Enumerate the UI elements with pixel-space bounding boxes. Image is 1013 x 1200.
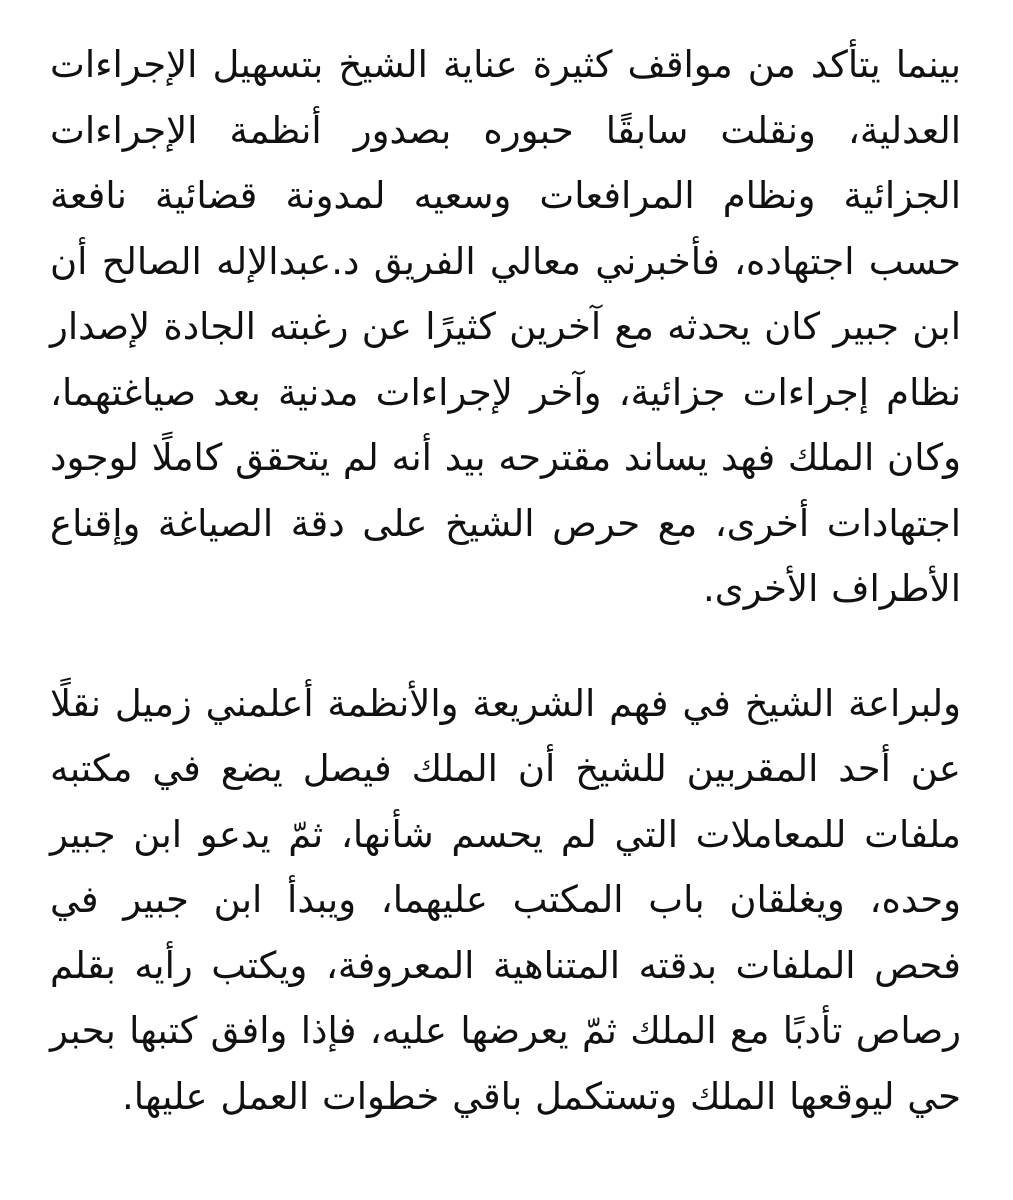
article-body [50,32,961,1129]
paragraph-1: بينما يتأكد من مواقف كثيرة عناية الشيخ بتسهيل الإجراءات العدلية، ونقلت سابقًا حبوره بصدور أنظمة الإجراءات الجزائية ونظام المرافعات وسعيه لمدونة قضائية نافعة حسب اجتهاده، فأخبرني معالي الفريق د.عبدالإله الصالح أن ابن جبير كان يحدثه مع آخرين كثيرًا عن رغبته الجادة لإصدار نظام إجراءات جزائية، وآخر لإجراءات مدنية بعد صياغتهما، وكان الملك فهد يساند مقترحه بيد أنه لم يتحقق كاملًا لوجود اجتهادات أخرى، مع حرص الشيخ على دقة الصياغة وإقناع الأطراف الأخرى. [50,43,961,610]
paragraph-2: ولبراعة الشيخ في فهم الشريعة والأنظمة أعلمني زميل نقلًا عن أحد المقربين للشيخ أن الملك فيصل يضع في مكتبه ملفات للمعاملات التي لم يحسم شأنها، ثمّ يدعو ابن جبير وحده، ويغلقان باب المكتب عليهما، ويبدأ ابن جبير في فحص الملفات بدقته المتناهية المعروفة، ويكتب رأيه بقلم رصاص تأدبًا مع الملك ثمّ يعرضها عليه، فإذا وافق كتبها بحبر حي ليوقعها الملك وتستكمل باقي خطوات العمل عليها. [50,681,961,1118]
